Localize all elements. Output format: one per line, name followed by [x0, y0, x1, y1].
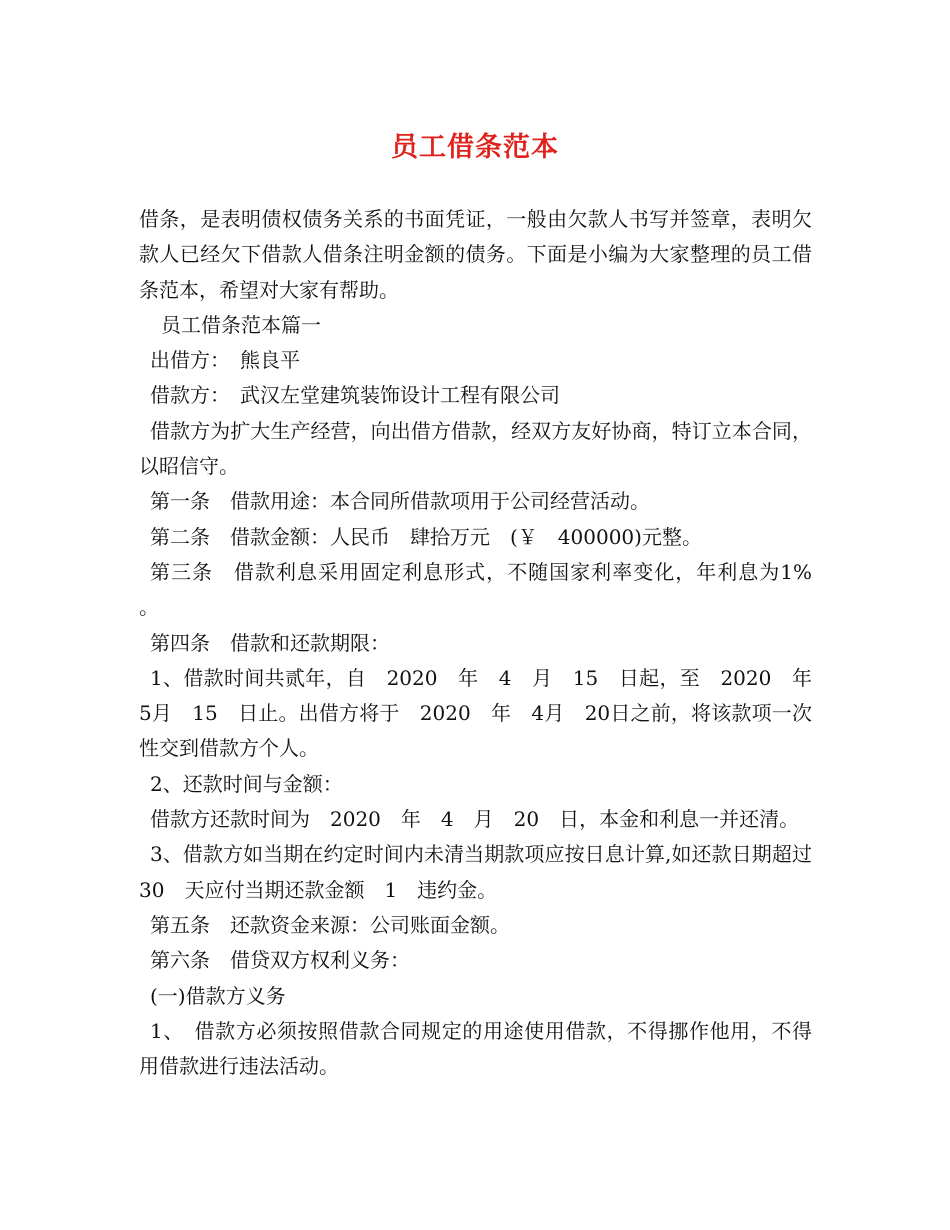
article-4-item-2: 2、还款时间与金额：	[150, 771, 343, 796]
article-4-item-1: 1、借款时间共贰年，自 2020 年 4 月 15 日起，至 2020 年 5月 15 日止。出借方将于 2020 年 4月 20日之前，将该款项一次性交到借款方个人。	[139, 665, 832, 761]
borrower-obligation-1: 1、 借款方必须按照借款合同规定的用途使用借款，不得挪作他用，不得用借款进行违法活动。	[139, 1018, 812, 1079]
article-3: 第三条 借款利息采用固定利息形式，不随国家利率变化，年利息为1% 。	[139, 559, 832, 620]
article-4: 第四条 借款和还款期限：	[150, 630, 390, 655]
article-1: 第一条 借款用途：本合同所借款项用于公司经营活动。	[150, 489, 650, 514]
borrower-obligations-heading: (一)借款方义务	[150, 983, 286, 1008]
article-4-repayment: 借款方还款时间为 2020 年 4 月 20 日，本金和利息一并还清。	[150, 807, 800, 832]
section-heading: 员工借条范本篇一	[161, 312, 321, 337]
intro-paragraph: 借条，是表明债权债务关系的书面凭证，一般由欠款人书写并签章，表明欠款人已经欠下借款人借条注明金额的债务。下面是小编为大家整理的员工借条范本，希望对大家有帮助。	[139, 207, 812, 302]
document-title: 员工借条范本	[391, 132, 559, 163]
article-2: 第二条 借款金额：人民币 肆拾万元 (￥ 400000)元整。	[150, 524, 702, 549]
article-5: 第五条 还款资金来源：公司账面金额。	[150, 912, 510, 937]
lender-line: 出借方： 熊良平	[150, 348, 300, 373]
purpose-paragraph: 借款方为扩大生产经营，向出借方借款，经双方友好协商，特订立本合同，以昭信守。	[139, 418, 812, 479]
article-6: 第六条 借贷双方权利义务：	[150, 948, 410, 973]
document-body	[139, 202, 832, 1084]
article-4-item-3: 3、借款方如当期在约定时间内未清当期款项应按日息计算,如还款日期超过 30 天应付当期还款金额 1 违约金。	[139, 842, 832, 902]
borrower-line: 借款方： 武汉左堂建筑装饰设计工程有限公司	[150, 383, 560, 408]
